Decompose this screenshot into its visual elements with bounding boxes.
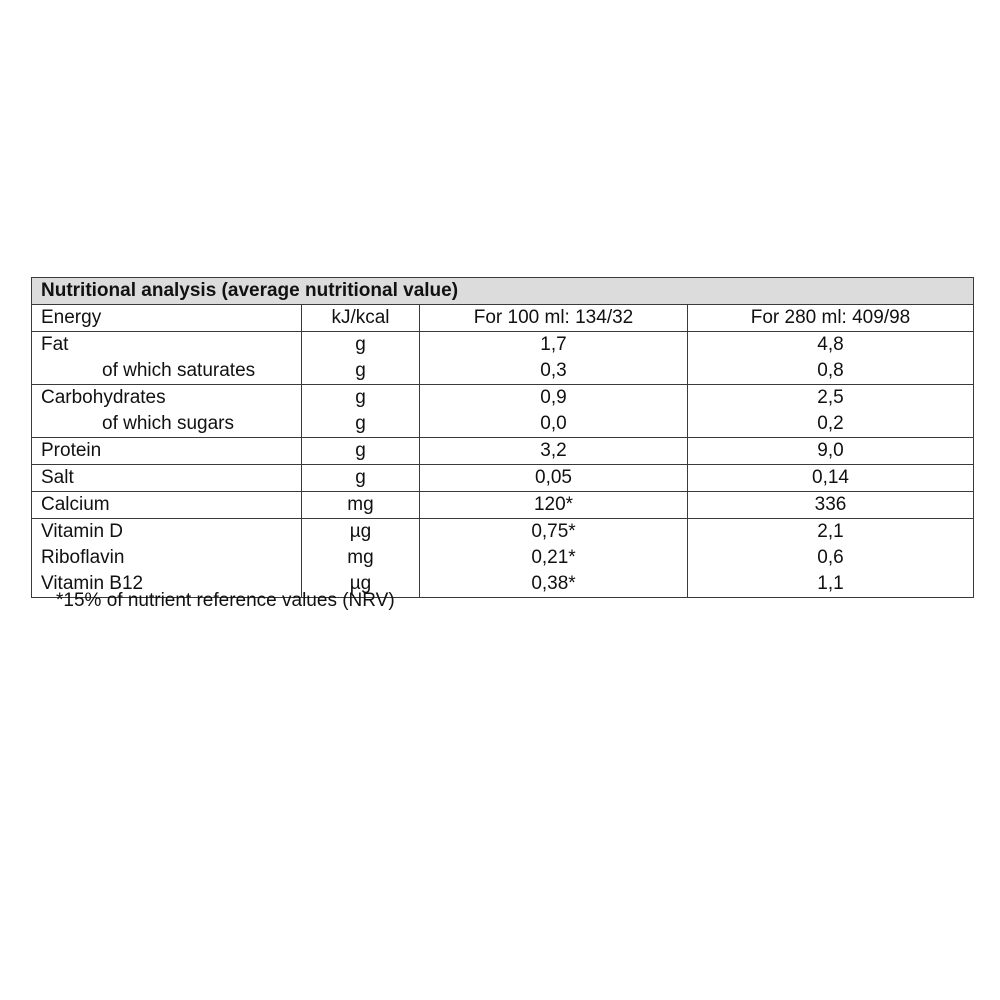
row-unit: g — [302, 385, 420, 412]
row-per-100ml: 120* — [420, 492, 688, 519]
row-unit: g — [302, 438, 420, 465]
row-per-280ml: 336 — [688, 492, 974, 519]
row-unit: µg — [302, 519, 420, 546]
row-per-280ml: 2,1 — [688, 519, 974, 546]
row-label: Protein — [32, 438, 302, 465]
table-row — [32, 519, 974, 546]
row-unit: g — [302, 411, 420, 438]
table-title-row — [32, 278, 974, 305]
row-per-100ml: 0,21* — [420, 545, 688, 571]
row-per-280ml: 0,6 — [688, 545, 974, 571]
table-row — [32, 411, 974, 438]
nrv-footnote: *15% of nutrient reference values (NRV) — [56, 590, 395, 611]
row-per-280ml: 0,2 — [688, 411, 974, 438]
row-per-280ml: 0,14 — [688, 465, 974, 492]
table-row — [32, 545, 974, 571]
row-label: Salt — [32, 465, 302, 492]
row-per-100ml: 0,0 — [420, 411, 688, 438]
row-per-100ml: 0,3 — [420, 358, 688, 385]
table-title: Nutritional analysis (average nutritional value) — [32, 278, 974, 305]
table-row — [32, 358, 974, 385]
table-row — [32, 438, 974, 465]
row-per-100ml: 0,9 — [420, 385, 688, 412]
row-per-100ml: 0,75* — [420, 519, 688, 546]
row-unit: mg — [302, 492, 420, 519]
row-unit: µg — [302, 571, 420, 598]
energy-row — [32, 305, 974, 332]
row-label: Vitamin B12 — [32, 571, 302, 598]
row-unit: kJ/kcal — [302, 305, 420, 332]
table-row — [32, 332, 974, 359]
row-unit: g — [302, 358, 420, 385]
row-per-280ml: 4,8 — [688, 332, 974, 359]
row-label: Vitamin D — [32, 519, 302, 546]
table-row — [32, 385, 974, 412]
table-row — [32, 492, 974, 519]
row-per-280ml: 1,1 — [688, 571, 974, 598]
row-unit: g — [302, 465, 420, 492]
row-label: of which sugars — [32, 411, 302, 438]
row-per-100ml: 0,05 — [420, 465, 688, 492]
row-label: Fat — [32, 332, 302, 359]
row-label: Carbohydrates — [32, 385, 302, 412]
row-per-280ml: 0,8 — [688, 358, 974, 385]
row-per-100ml: 3,2 — [420, 438, 688, 465]
row-per-280ml: For 280 ml: 409/98 — [688, 305, 974, 332]
row-per-100ml: 1,7 — [420, 332, 688, 359]
row-unit: mg — [302, 545, 420, 571]
row-label: Riboflavin — [32, 545, 302, 571]
row-unit: g — [302, 332, 420, 359]
nutrition-table — [31, 277, 974, 598]
table-row — [32, 465, 974, 492]
row-per-100ml: For 100 ml: 134/32 — [420, 305, 688, 332]
row-label: Energy — [32, 305, 302, 332]
row-label: Calcium — [32, 492, 302, 519]
row-per-100ml: 0,38* — [420, 571, 688, 598]
row-label: of which saturates — [32, 358, 302, 385]
row-per-280ml: 9,0 — [688, 438, 974, 465]
row-per-280ml: 2,5 — [688, 385, 974, 412]
